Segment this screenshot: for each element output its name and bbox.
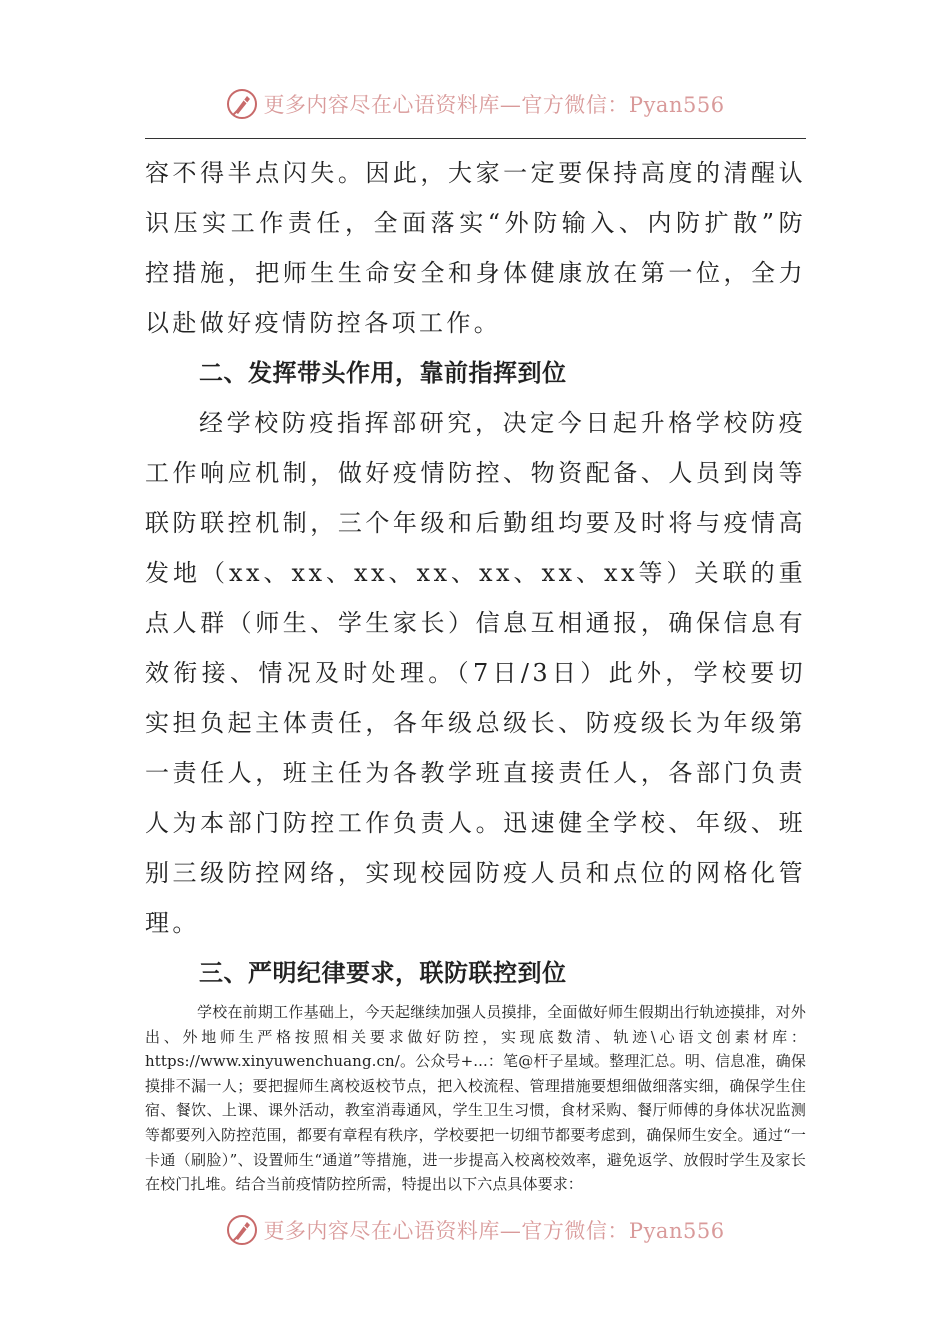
paragraph-section-2: 经学校防疫指挥部研究，决定今日起升格学校防疫工作响应机制，做好疫情防控、物资配备、人员到岗等联防联控机制，三个年级和后勤组均要及时将与疫情高发地（xx、xx、xx、xx、xx、xx、xx等）关联的重点人群（师生、学生家长）信息互相通报，确保信息有效衔接、情况及时处理。（7日/3日）此外，学校要切实担负起主体责任，各年级总级长、防疫级长为年级第一责任人，班主任为各教学班直接责任人，各部门负责人为本部门防控工作负责人。迅速健全学校、年级、班别三级防控网络，实现校园防疫人员和点位的网格化管理。 [145,409,806,937]
header-divider [145,138,806,139]
quill-logo-icon [225,87,259,121]
header-watermark-text: 更多内容尽在心语资料库—官方微信：Pyan556 [263,93,725,117]
paragraph-continued: 容不得半点闪失。因此，大家一定要保持高度的清醒认识压实工作责任，全面落实“外防输入、内防扩散”防控措施，把师生生命安全和身体健康放在第一位，全力以赴做好疫情防控各项工作。 [145,159,806,337]
section-heading-3: 三、严明纪律要求，联防联控到位 [199,959,567,987]
quill-logo-icon [225,1213,259,1247]
document-body [145,148,806,1197]
footer-watermark [0,1208,950,1252]
footer-watermark-text: 更多内容尽在心语资料库—官方微信：Pyan556 [263,1219,725,1243]
header-watermark [0,82,950,126]
paragraph-section-3: 学校在前期工作基础上，今天起继续加强人员摸排，全面做好师生假期出行轨迹摸排，对外出、外地师生严格按照相关要求做好防控，实现底数清、轨迹\心语文创素材库：https://www.xinyuwenchuang.cn/。公众号+...：笔@杆子星域。整理汇总。明、信息准，确保摸排不漏一人；要把握师生离校返校节点，把入校流程、管理措施要想细做细落实细，确保学生住宿、餐饮、上课、课外活动，教室消毒通风，学生卫生习惯，食材采购、餐厅师傅的身体状况监测等都要列入防控范围，都要有章程有秩序，学校要把一切细节都要考虑到，确保师生安全。通过“一卡通（刷脸）”、设置师生“通道”等措施，进一步提高入校离校效率，避免返学、放假时学生及家长在校门扎堆。结合当前疫情防控所需，特提出以下六点具体要求： [145,1003,806,1194]
section-heading-2: 二、发挥带头作用，靠前指挥到位 [199,359,567,387]
